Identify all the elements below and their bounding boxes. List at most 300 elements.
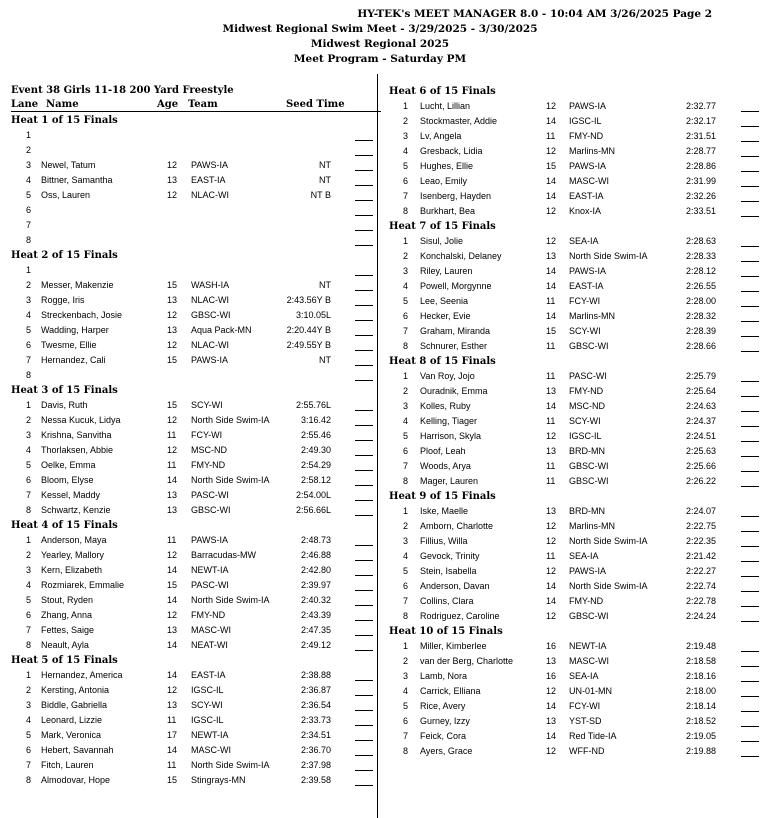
swimmer-name-cell: Anderson, Maya bbox=[41, 535, 107, 545]
age-cell: 12 bbox=[546, 521, 557, 531]
result-blank-line bbox=[741, 699, 759, 712]
result-blank-line bbox=[741, 114, 759, 127]
lane-cell: 3 bbox=[403, 131, 409, 141]
age-cell: 11 bbox=[546, 416, 556, 426]
seed-time-cell: 2:28.77 bbox=[685, 146, 716, 156]
seed-time-cell: 3:10.05L bbox=[295, 310, 331, 320]
seed-time-cell: 2:19.88 bbox=[685, 746, 716, 756]
age-cell: 14 bbox=[167, 565, 178, 575]
right-column bbox=[389, 84, 759, 759]
age-cell: 11 bbox=[167, 430, 177, 440]
age-cell: 13 bbox=[167, 490, 178, 500]
team-cell: North Side Swim-IA bbox=[569, 251, 648, 261]
result-blank-line bbox=[741, 714, 759, 727]
seed-time-cell: 2:49.55Y B bbox=[286, 340, 331, 350]
age-cell: 13 bbox=[167, 325, 178, 335]
swimmer-name-cell: Neault, Ayla bbox=[41, 640, 89, 650]
age-cell: 11 bbox=[546, 371, 556, 381]
lane-cell: 5 bbox=[403, 161, 409, 171]
result-blank-line bbox=[355, 428, 373, 441]
result-blank-line bbox=[355, 683, 373, 696]
team-cell: SCY-WI bbox=[569, 416, 601, 426]
swimmer-name-cell: Stockmaster, Addie bbox=[420, 116, 498, 126]
swimmer-name-cell: Hughes, Ellie bbox=[420, 161, 474, 171]
age-cell: 14 bbox=[167, 475, 178, 485]
swimmer-name-cell: Harrison, Skyla bbox=[420, 431, 482, 441]
age-cell: 11 bbox=[546, 131, 556, 141]
age-cell: 15 bbox=[167, 400, 178, 410]
team-cell: PASC-WI bbox=[191, 490, 229, 500]
lane-cell: 2 bbox=[26, 415, 32, 425]
table-row bbox=[11, 698, 381, 713]
table-row bbox=[11, 353, 381, 368]
lane-cell: 2 bbox=[403, 116, 409, 126]
result-blank-line bbox=[741, 534, 759, 547]
swimmer-name-cell: Konchalski, Delaney bbox=[420, 251, 502, 261]
team-cell: GBSC-WI bbox=[569, 476, 609, 486]
seed-time-cell: 2:24.07 bbox=[685, 506, 716, 516]
lane-header: Lane bbox=[11, 99, 39, 110]
swimmer-name-cell: Rodriguez, Caroline bbox=[420, 611, 500, 621]
lane-cell: 6 bbox=[403, 176, 409, 186]
lane-cell: 1 bbox=[403, 236, 409, 246]
age-cell: 12 bbox=[167, 310, 178, 320]
result-blank-line bbox=[355, 638, 373, 651]
age-header: Age bbox=[157, 99, 179, 110]
result-blank-line bbox=[355, 338, 373, 351]
lane-cell: 4 bbox=[26, 175, 32, 185]
seed-time-cell: 2:48.73 bbox=[300, 535, 331, 545]
team-cell: FMY-ND bbox=[191, 460, 226, 470]
lane-cell: 6 bbox=[26, 205, 32, 215]
table-row bbox=[389, 294, 759, 309]
age-cell: 13 bbox=[546, 656, 557, 666]
lane-cell: 3 bbox=[26, 295, 32, 305]
lane-cell: 8 bbox=[26, 370, 32, 380]
lane-cell: 3 bbox=[26, 700, 32, 710]
team-cell: MASC-WI bbox=[569, 176, 609, 186]
age-cell: 11 bbox=[546, 341, 556, 351]
table-row bbox=[389, 369, 759, 384]
lane-cell: 2 bbox=[26, 685, 32, 695]
seed-time-cell: 2:32.17 bbox=[685, 116, 716, 126]
result-blank-line bbox=[741, 729, 759, 742]
heat-title: Heat 4 of 15 Finals bbox=[11, 520, 118, 531]
seed-time-cell: 2:46.88 bbox=[300, 550, 331, 560]
seed-time-cell: 2:25.66 bbox=[685, 461, 716, 471]
result-blank-line bbox=[355, 218, 373, 231]
lane-cell: 7 bbox=[26, 220, 32, 230]
seed-time-cell: 2:33.51 bbox=[685, 206, 716, 216]
table-row bbox=[389, 729, 759, 744]
swimmer-name-cell: Riley, Lauren bbox=[420, 266, 473, 276]
table-row bbox=[11, 368, 381, 383]
age-cell: 12 bbox=[546, 101, 557, 111]
result-blank-line bbox=[741, 264, 759, 277]
result-blank-line bbox=[741, 504, 759, 517]
age-cell: 12 bbox=[546, 611, 557, 621]
team-cell: MASC-WI bbox=[191, 625, 231, 635]
swimmer-name-cell: Lee, Seenia bbox=[420, 296, 469, 306]
team-cell: Aqua Pack-MN bbox=[191, 325, 252, 335]
table-row bbox=[389, 159, 759, 174]
team-cell: PAWS-IA bbox=[569, 161, 607, 171]
seed-time-cell: 2:38.88 bbox=[300, 670, 331, 680]
team-cell: EAST-IA bbox=[569, 191, 604, 201]
table-row bbox=[11, 278, 381, 293]
name-header: Name bbox=[46, 99, 79, 110]
report-software-line: HY-TEK's MEET MANAGER 8.0 - 10:04 AM 3/26/2025 Page 2 bbox=[357, 8, 712, 20]
table-row bbox=[11, 458, 381, 473]
table-row bbox=[389, 639, 759, 654]
swimmer-name-cell: Iske, Maelle bbox=[420, 506, 469, 516]
lane-cell: 6 bbox=[403, 446, 409, 456]
table-row bbox=[389, 324, 759, 339]
age-cell: 12 bbox=[167, 610, 178, 620]
age-cell: 11 bbox=[167, 760, 177, 770]
lane-cell: 2 bbox=[26, 280, 32, 290]
swimmer-name-cell: Powell, Morgynne bbox=[420, 281, 492, 291]
seed-time-cell: 2:28.63 bbox=[685, 236, 716, 246]
age-cell: 11 bbox=[167, 535, 177, 545]
swimmer-name-cell: Newel, Tatum bbox=[41, 160, 96, 170]
lane-cell: 5 bbox=[26, 190, 32, 200]
swimmer-name-cell: Kolles, Ruby bbox=[420, 401, 471, 411]
table-row bbox=[389, 114, 759, 129]
lane-cell: 8 bbox=[403, 746, 409, 756]
result-blank-line bbox=[741, 294, 759, 307]
result-blank-line bbox=[355, 158, 373, 171]
seed-time-cell: 2:28.66 bbox=[685, 341, 716, 351]
swimmer-name-cell: Hecker, Evie bbox=[420, 311, 471, 321]
swimmer-name-cell: Bittner, Samantha bbox=[41, 175, 113, 185]
team-cell: Marlins-MN bbox=[569, 146, 615, 156]
swimmer-name-cell: Oss, Lauren bbox=[41, 190, 91, 200]
age-cell: 14 bbox=[546, 281, 557, 291]
team-cell: UN-01-MN bbox=[569, 686, 613, 696]
lane-cell: 3 bbox=[26, 160, 32, 170]
lane-cell: 6 bbox=[26, 610, 32, 620]
team-cell: WASH-IA bbox=[191, 280, 230, 290]
seed-time-cell: 2:28.00 bbox=[685, 296, 716, 306]
result-blank-line bbox=[741, 429, 759, 442]
swimmer-name-cell: Rozmiarek, Emmalie bbox=[41, 580, 125, 590]
swimmer-name-cell: Messer, Makenzie bbox=[41, 280, 114, 290]
age-cell: 12 bbox=[167, 550, 178, 560]
seed-time-cell: NT bbox=[319, 160, 331, 170]
team-cell: PAWS-IA bbox=[569, 266, 607, 276]
table-row bbox=[11, 218, 381, 233]
team-cell: MASC-WI bbox=[569, 656, 609, 666]
seed-time-cell: 2:39.97 bbox=[300, 580, 331, 590]
result-blank-line bbox=[355, 413, 373, 426]
lane-cell: 5 bbox=[26, 595, 32, 605]
result-blank-line bbox=[741, 384, 759, 397]
team-cell: PAWS-IA bbox=[191, 355, 229, 365]
lane-cell: 6 bbox=[26, 340, 32, 350]
age-cell: 14 bbox=[546, 701, 557, 711]
heat-title: Heat 9 of 15 Finals bbox=[389, 491, 496, 502]
result-blank-line bbox=[741, 99, 759, 112]
seed-time-cell: 2:55.46 bbox=[300, 430, 331, 440]
swimmer-name-cell: Gevock, Trinity bbox=[420, 551, 480, 561]
seed-time-cell: 2:26.55 bbox=[685, 281, 716, 291]
age-cell: 14 bbox=[167, 640, 178, 650]
lane-cell: 2 bbox=[403, 521, 409, 531]
team-cell: MASC-WI bbox=[191, 745, 231, 755]
table-row bbox=[389, 549, 759, 564]
lane-cell: 4 bbox=[403, 686, 409, 696]
result-blank-line bbox=[355, 368, 373, 381]
age-cell: 13 bbox=[546, 386, 557, 396]
seed-time-cell: 2:31.51 bbox=[685, 131, 716, 141]
lane-cell: 4 bbox=[26, 580, 32, 590]
swimmer-name-cell: Schnurer, Esther bbox=[420, 341, 488, 351]
team-cell: EAST-IA bbox=[191, 175, 226, 185]
swimmer-name-cell: Mager, Lauren bbox=[420, 476, 479, 486]
team-cell: SCY-WI bbox=[191, 700, 223, 710]
age-cell: 12 bbox=[546, 686, 557, 696]
swimmer-name-cell: Sisul, Jolie bbox=[420, 236, 464, 246]
team-cell: North Side Swim-IA bbox=[191, 415, 270, 425]
table-row bbox=[389, 564, 759, 579]
lane-cell: 6 bbox=[26, 745, 32, 755]
result-blank-line bbox=[741, 129, 759, 142]
age-cell: 17 bbox=[167, 730, 178, 740]
seed-time-cell: 2:24.24 bbox=[685, 611, 716, 621]
team-cell: IGSC-IL bbox=[191, 715, 224, 725]
table-row bbox=[389, 444, 759, 459]
result-blank-line bbox=[741, 339, 759, 352]
result-blank-line bbox=[355, 713, 373, 726]
swimmer-name-cell: Zhang, Anna bbox=[41, 610, 93, 620]
table-row bbox=[389, 99, 759, 114]
age-cell: 16 bbox=[546, 671, 557, 681]
table-row bbox=[389, 129, 759, 144]
team-cell: North Side Swim-IA bbox=[569, 581, 648, 591]
table-row bbox=[11, 428, 381, 443]
lane-cell: 8 bbox=[403, 206, 409, 216]
result-blank-line bbox=[355, 743, 373, 756]
team-cell: Knox-IA bbox=[569, 206, 602, 216]
team-cell: FCY-WI bbox=[569, 701, 601, 711]
swimmer-name-cell: Kersting, Antonia bbox=[41, 685, 110, 695]
table-row bbox=[389, 399, 759, 414]
meet-subtitle: Midwest Regional 2025 bbox=[310, 38, 450, 50]
seed-time-cell: 2:36.54 bbox=[300, 700, 331, 710]
lane-cell: 7 bbox=[26, 760, 32, 770]
seed-time-cell: NT bbox=[319, 355, 331, 365]
age-cell: 14 bbox=[546, 731, 557, 741]
result-blank-line bbox=[355, 443, 373, 456]
seed-time-cell: 2:28.86 bbox=[685, 161, 716, 171]
swimmer-name-cell: Thorlaksen, Abbie bbox=[41, 445, 114, 455]
team-header: Team bbox=[188, 99, 218, 110]
table-row bbox=[389, 744, 759, 759]
swimmer-name-cell: Twesme, Ellie bbox=[41, 340, 97, 350]
seed-time-cell: 2:28.33 bbox=[685, 251, 716, 261]
lane-cell: 7 bbox=[403, 461, 409, 471]
table-row bbox=[389, 414, 759, 429]
lane-cell: 5 bbox=[26, 730, 32, 740]
swimmer-name-cell: Ouradnik, Emma bbox=[420, 386, 488, 396]
seed-time-cell: 2:31.99 bbox=[685, 176, 716, 186]
age-cell: 12 bbox=[546, 206, 557, 216]
seed-time-cell: 2:55.76L bbox=[295, 400, 331, 410]
lane-cell: 2 bbox=[403, 251, 409, 261]
heat-title: Heat 2 of 15 Finals bbox=[11, 250, 118, 261]
table-row bbox=[11, 323, 381, 338]
heat-title: Heat 10 of 15 Finals bbox=[389, 626, 503, 637]
left-column bbox=[11, 84, 381, 788]
team-cell: Barracudas-MW bbox=[191, 550, 257, 560]
team-cell: IGSC-IL bbox=[569, 431, 602, 441]
result-blank-line bbox=[741, 444, 759, 457]
team-cell: NLAC-WI bbox=[191, 295, 229, 305]
table-row bbox=[11, 398, 381, 413]
result-blank-line bbox=[741, 549, 759, 562]
seed-time-cell: 2:25.63 bbox=[685, 446, 716, 456]
age-cell: 13 bbox=[546, 251, 557, 261]
result-blank-line bbox=[355, 533, 373, 546]
result-blank-line bbox=[741, 234, 759, 247]
lane-cell: 5 bbox=[403, 566, 409, 576]
team-cell: PAWS-IA bbox=[569, 101, 607, 111]
table-row bbox=[11, 488, 381, 503]
age-cell: 13 bbox=[167, 295, 178, 305]
lane-cell: 4 bbox=[403, 416, 409, 426]
swimmer-name-cell: Leonard, Lizzie bbox=[41, 715, 103, 725]
age-cell: 12 bbox=[546, 536, 557, 546]
swimmer-name-cell: Isenberg, Hayden bbox=[420, 191, 492, 201]
lane-cell: 8 bbox=[26, 640, 32, 650]
result-blank-line bbox=[741, 594, 759, 607]
result-blank-line bbox=[741, 189, 759, 202]
result-blank-line bbox=[355, 578, 373, 591]
swimmer-name-cell: Gurney, Izzy bbox=[420, 716, 470, 726]
age-cell: 15 bbox=[546, 326, 557, 336]
table-row bbox=[11, 128, 381, 143]
result-blank-line bbox=[741, 564, 759, 577]
result-blank-line bbox=[741, 309, 759, 322]
age-cell: 12 bbox=[167, 685, 178, 695]
team-cell: FMY-ND bbox=[569, 131, 604, 141]
seed-time-cell: 2:43.56Y B bbox=[286, 295, 331, 305]
lane-cell: 1 bbox=[403, 371, 409, 381]
table-row bbox=[389, 429, 759, 444]
swimmer-name-cell: Hernandez, Cali bbox=[41, 355, 106, 365]
lane-cell: 5 bbox=[26, 325, 32, 335]
table-row bbox=[389, 384, 759, 399]
seed-time-cell: 2:39.58 bbox=[300, 775, 331, 785]
seed-time-cell: 2:43.39 bbox=[300, 610, 331, 620]
swimmer-name-cell: Burkhart, Bea bbox=[420, 206, 476, 216]
swimmer-name-cell: Rogge, Iris bbox=[41, 295, 85, 305]
result-blank-line bbox=[355, 143, 373, 156]
swimmer-name-cell: Wadding, Harper bbox=[41, 325, 109, 335]
seed-time-cell: 2:18.14 bbox=[685, 701, 716, 711]
lane-cell: 8 bbox=[403, 611, 409, 621]
table-row bbox=[11, 338, 381, 353]
right-heats bbox=[389, 84, 759, 759]
swimmer-name-cell: Carrick, Elliana bbox=[420, 686, 481, 696]
seed-time-cell: 2:18.52 bbox=[685, 716, 716, 726]
result-blank-line bbox=[741, 654, 759, 667]
team-cell: EAST-IA bbox=[569, 281, 604, 291]
result-blank-line bbox=[355, 398, 373, 411]
table-row bbox=[11, 413, 381, 428]
age-cell: 11 bbox=[546, 461, 556, 471]
team-cell: GBSC-WI bbox=[569, 461, 609, 471]
age-cell: 12 bbox=[167, 415, 178, 425]
result-blank-line bbox=[741, 174, 759, 187]
team-cell: FMY-ND bbox=[569, 386, 604, 396]
age-cell: 11 bbox=[546, 476, 556, 486]
swimmer-name-cell: Bloom, Elyse bbox=[41, 475, 94, 485]
swimmer-name-cell: Kessel, Maddy bbox=[41, 490, 101, 500]
result-blank-line bbox=[355, 278, 373, 291]
age-cell: 13 bbox=[167, 625, 178, 635]
meet-title: Midwest Regional Swim Meet - 3/29/2025 - 3/30/2025 bbox=[222, 23, 538, 35]
table-row bbox=[11, 293, 381, 308]
table-row bbox=[389, 519, 759, 534]
seed-time-cell: 2:25.79 bbox=[685, 371, 716, 381]
result-blank-line bbox=[355, 503, 373, 516]
seed-time-cell: 2:24.63 bbox=[685, 401, 716, 411]
team-cell: MSC-ND bbox=[569, 401, 605, 411]
table-row bbox=[11, 638, 381, 653]
seed-time-cell: 2:32.77 bbox=[685, 101, 716, 111]
swimmer-name-cell: Stout, Ryden bbox=[41, 595, 94, 605]
result-blank-line bbox=[741, 324, 759, 337]
lane-cell: 6 bbox=[403, 311, 409, 321]
age-cell: 13 bbox=[546, 506, 557, 516]
team-cell: IGSC-IL bbox=[569, 116, 602, 126]
table-row bbox=[389, 264, 759, 279]
age-cell: 14 bbox=[546, 266, 557, 276]
seed-time-cell: 2:19.48 bbox=[685, 641, 716, 651]
age-cell: 12 bbox=[546, 566, 557, 576]
seed-time-cell: 2:28.12 bbox=[685, 266, 716, 276]
result-blank-line bbox=[355, 608, 373, 621]
seed-time-cell: 2:28.32 bbox=[685, 311, 716, 321]
lane-cell: 3 bbox=[403, 536, 409, 546]
heat-title: Heat 1 of 15 Finals bbox=[11, 115, 118, 126]
team-cell: SEA-IA bbox=[569, 236, 599, 246]
age-cell: 14 bbox=[167, 670, 178, 680]
age-cell: 13 bbox=[546, 716, 557, 726]
table-row bbox=[389, 669, 759, 684]
swimmer-name-cell: Nessa Kucuk, Lidya bbox=[41, 415, 121, 425]
age-cell: 12 bbox=[546, 746, 557, 756]
age-cell: 11 bbox=[167, 460, 177, 470]
table-row bbox=[389, 474, 759, 489]
team-cell: MSC-ND bbox=[191, 445, 227, 455]
team-cell: GBSC-WI bbox=[191, 505, 231, 515]
age-cell: 13 bbox=[167, 505, 178, 515]
seed-time-cell: 2:37.98 bbox=[300, 760, 331, 770]
team-cell: FMY-ND bbox=[191, 610, 226, 620]
age-cell: 15 bbox=[167, 580, 178, 590]
result-blank-line bbox=[741, 279, 759, 292]
seed-time-cell: 2:22.35 bbox=[685, 536, 716, 546]
age-cell: 12 bbox=[167, 340, 178, 350]
swimmer-name-cell: Lucht, Lillian bbox=[420, 101, 471, 111]
seed-time-cell: 2:22.74 bbox=[685, 581, 716, 591]
team-cell: FCY-WI bbox=[191, 430, 223, 440]
team-cell: GBSC-WI bbox=[569, 611, 609, 621]
age-cell: 14 bbox=[546, 176, 557, 186]
